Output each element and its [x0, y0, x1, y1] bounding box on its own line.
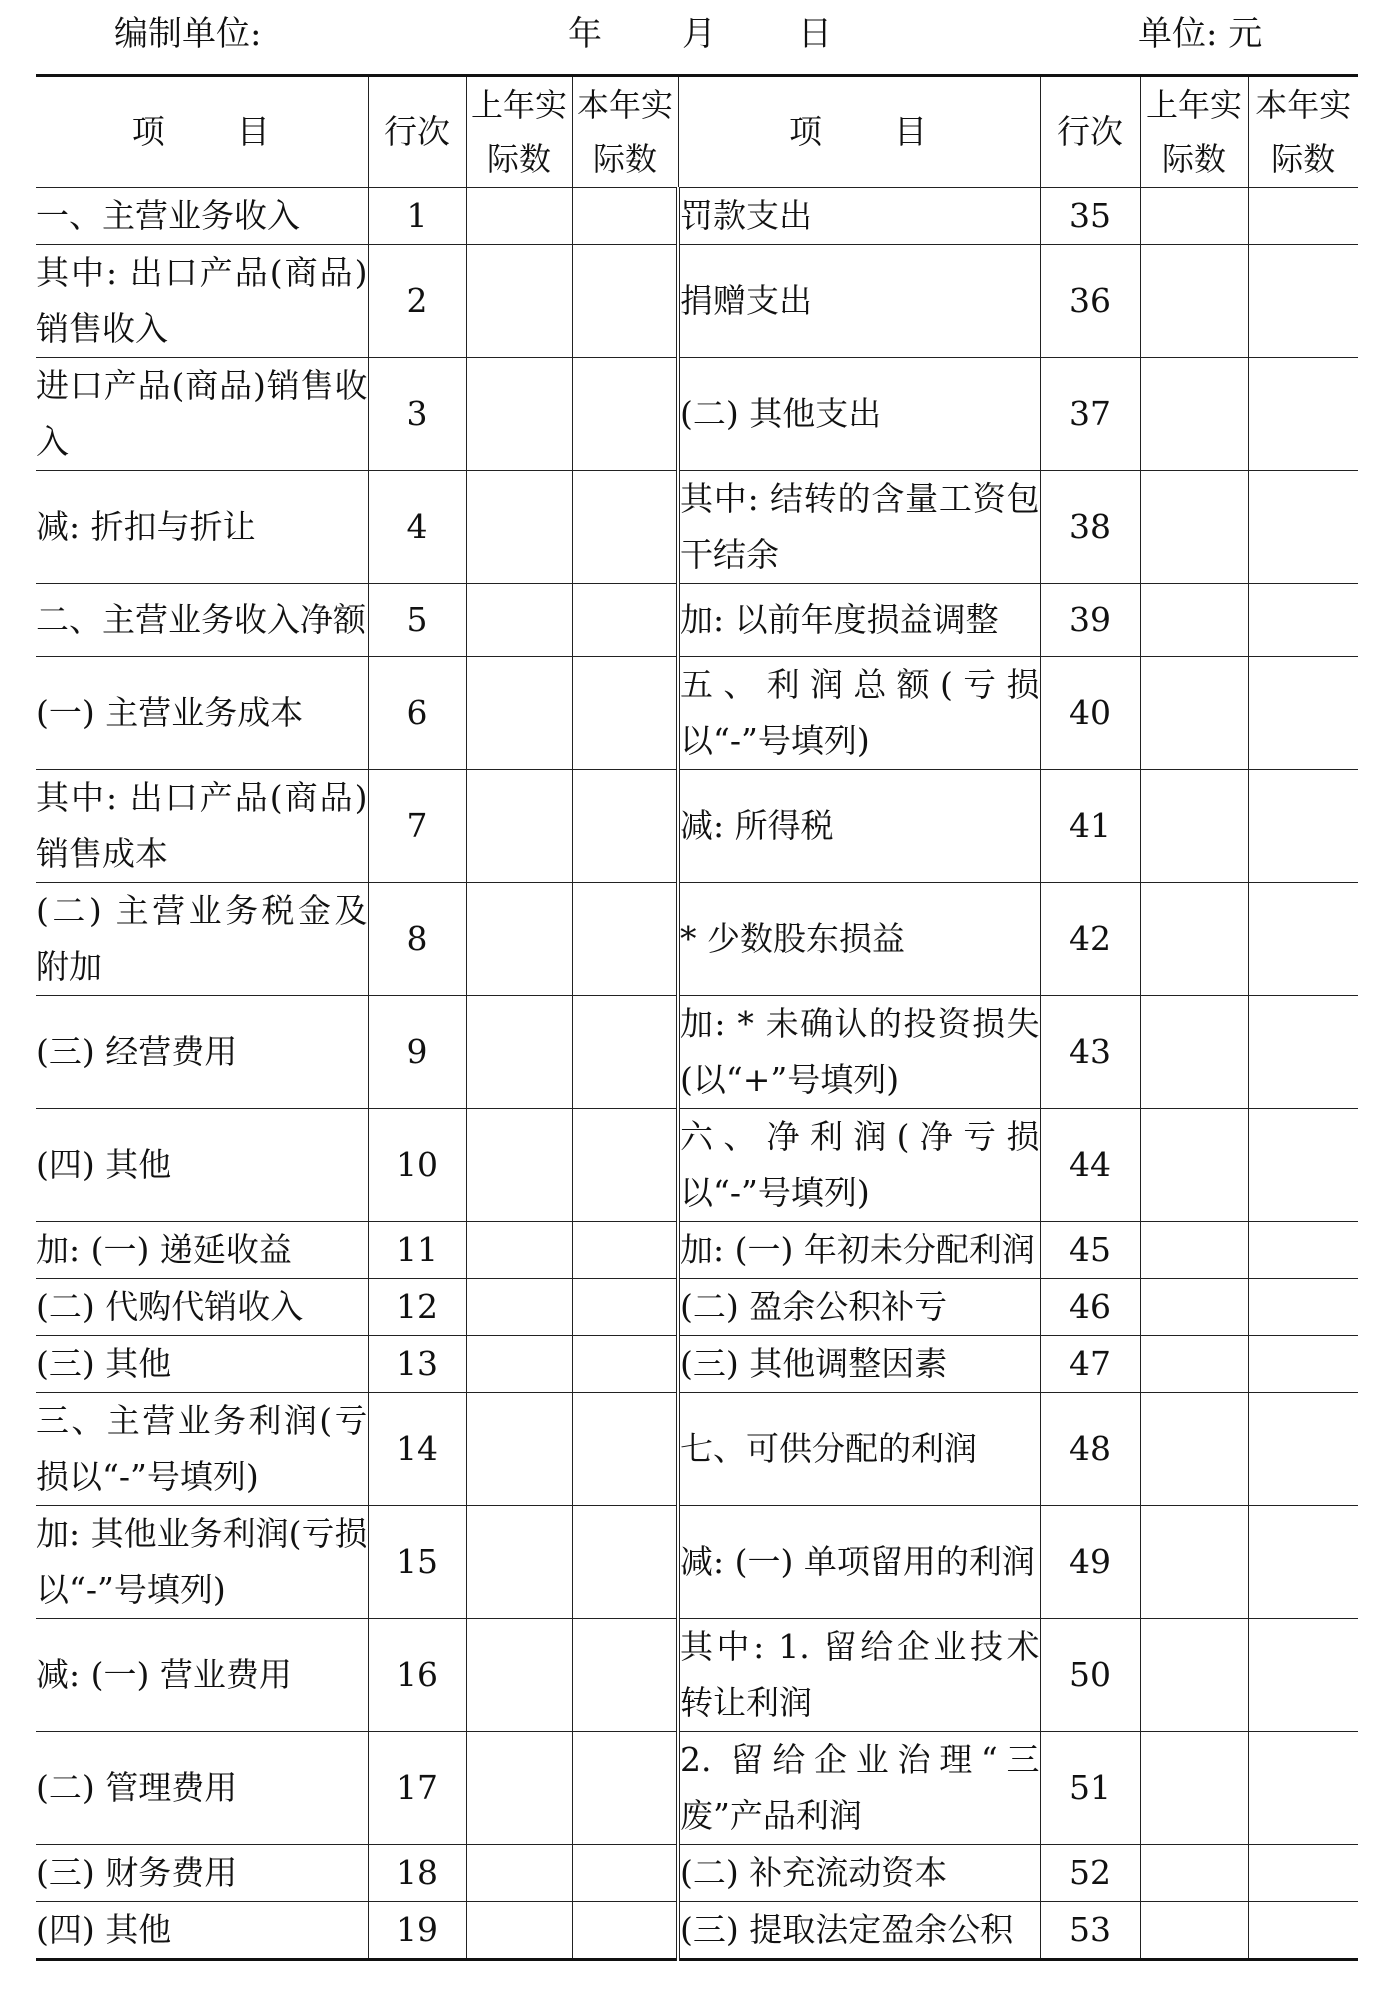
- table-row: [36, 883, 1358, 996]
- col-header-row-no-right: 行次: [1040, 76, 1140, 188]
- left-row-no-cell: 11: [368, 1222, 466, 1279]
- left-prev-year-value-cell[interactable]: [466, 471, 572, 584]
- left-this-year-value-cell[interactable]: [572, 1336, 678, 1393]
- table-row: [36, 1619, 1358, 1732]
- left-row-no-cell: 1: [368, 188, 466, 245]
- right-prev-year-value-cell[interactable]: [1140, 996, 1248, 1109]
- left-prev-year-value-cell[interactable]: [466, 1902, 572, 1960]
- left-item-cell: 其中: 出口产品(商品)销售成本: [36, 770, 368, 883]
- col-header-this-year-line1: 本年实: [1255, 86, 1352, 124]
- left-row-no-cell: 17: [368, 1732, 466, 1845]
- left-row-no-cell: 7: [368, 770, 466, 883]
- col-header-row-no-left: 行次: [368, 76, 466, 188]
- right-item-cell: 减: 所得税: [678, 770, 1040, 883]
- col-header-prev-year-line2: 际数: [486, 140, 551, 178]
- right-prev-year-value-cell[interactable]: [1140, 1506, 1248, 1619]
- left-prev-year-value-cell[interactable]: [466, 1336, 572, 1393]
- left-prev-year-value-cell[interactable]: [466, 1222, 572, 1279]
- col-header-prev-year-line1: 上年实: [470, 86, 567, 124]
- month-label: 月: [682, 14, 716, 54]
- left-item-cell: 减: (一) 营业费用: [36, 1619, 368, 1732]
- right-this-year-value-cell[interactable]: [1248, 1222, 1358, 1279]
- left-row-no-cell: 10: [368, 1109, 466, 1222]
- left-prev-year-value-cell[interactable]: [466, 1845, 572, 1902]
- left-prev-year-value-cell[interactable]: [466, 1619, 572, 1732]
- left-row-no-cell: 18: [368, 1845, 466, 1902]
- right-item-cell: 七、可供分配的利润: [678, 1393, 1040, 1506]
- right-row-no-cell: 39: [1040, 584, 1140, 657]
- left-item-cell: 加: 其他业务利润(亏损以“-”号填列): [36, 1506, 368, 1619]
- table-row: [36, 1393, 1358, 1506]
- right-item-cell: 六、净利润(净亏损以“-”号填列): [678, 1109, 1040, 1222]
- right-row-no-cell: 50: [1040, 1619, 1140, 1732]
- right-this-year-value-cell[interactable]: [1248, 883, 1358, 996]
- right-item-cell: 捐赠支出: [678, 245, 1040, 358]
- table-row: [36, 1732, 1358, 1845]
- left-item-cell: (二) 管理费用: [36, 1732, 368, 1845]
- left-this-year-value-cell[interactable]: [572, 245, 678, 358]
- right-this-year-value-cell[interactable]: [1248, 188, 1358, 245]
- right-row-no-cell: 46: [1040, 1279, 1140, 1336]
- right-row-no-cell: 49: [1040, 1506, 1140, 1619]
- left-prev-year-value-cell[interactable]: [466, 1109, 572, 1222]
- currency-unit-label: 单位: 元: [1138, 14, 1263, 54]
- left-this-year-value-cell[interactable]: [572, 358, 678, 471]
- table-row: [36, 657, 1358, 770]
- left-prev-year-value-cell[interactable]: [466, 358, 572, 471]
- left-row-no-cell: 19: [368, 1902, 466, 1960]
- table-row: [36, 1506, 1358, 1619]
- table-row: [36, 1902, 1358, 1960]
- preparing-unit-label: 编制单位:: [114, 14, 262, 54]
- left-row-no-cell: 5: [368, 584, 466, 657]
- right-item-cell: 五、利润总额(亏损以“-”号填列): [678, 657, 1040, 770]
- right-item-cell: 2. 留给企业治理“三废”产品利润: [678, 1732, 1040, 1845]
- left-row-no-cell: 9: [368, 996, 466, 1109]
- right-prev-year-value-cell[interactable]: [1140, 245, 1248, 358]
- left-prev-year-value-cell[interactable]: [466, 188, 572, 245]
- right-item-cell: * 少数股东损益: [678, 883, 1040, 996]
- table-row: [36, 1845, 1358, 1902]
- left-prev-year-value-cell[interactable]: [466, 1506, 572, 1619]
- left-this-year-value-cell[interactable]: [572, 657, 678, 770]
- right-item-cell: 加: * 未确认的投资损失(以“+”号填列): [678, 996, 1040, 1109]
- right-row-no-cell: 41: [1040, 770, 1140, 883]
- right-this-year-value-cell[interactable]: [1248, 1109, 1358, 1222]
- left-item-cell: (一) 主营业务成本: [36, 657, 368, 770]
- right-row-no-cell: 42: [1040, 883, 1140, 996]
- right-prev-year-value-cell[interactable]: [1140, 188, 1248, 245]
- left-this-year-value-cell[interactable]: [572, 188, 678, 245]
- left-item-cell: (三) 其他: [36, 1336, 368, 1393]
- table-row: [36, 770, 1358, 883]
- col-header-prev-year-line2: 际数: [1161, 140, 1226, 178]
- right-prev-year-value-cell[interactable]: [1140, 584, 1248, 657]
- right-row-no-cell: 40: [1040, 657, 1140, 770]
- left-prev-year-value-cell[interactable]: [466, 1393, 572, 1506]
- right-item-cell: (三) 其他调整因素: [678, 1336, 1040, 1393]
- right-item-cell: (三) 提取法定盈余公积: [678, 1902, 1040, 1960]
- left-prev-year-value-cell[interactable]: [466, 770, 572, 883]
- col-header-prev-year-right: [1140, 76, 1248, 188]
- left-row-no-cell: 6: [368, 657, 466, 770]
- right-row-no-cell: 53: [1040, 1902, 1140, 1960]
- right-item-cell: 其中: 1. 留给企业技术转让利润: [678, 1619, 1040, 1732]
- left-item-cell: 加: (一) 递延收益: [36, 1222, 368, 1279]
- left-this-year-value-cell[interactable]: [572, 1845, 678, 1902]
- left-this-year-value-cell[interactable]: [572, 1109, 678, 1222]
- left-prev-year-value-cell[interactable]: [466, 883, 572, 996]
- right-prev-year-value-cell[interactable]: [1140, 1279, 1248, 1336]
- left-item-cell: 一、主营业务收入: [36, 188, 368, 245]
- right-prev-year-value-cell[interactable]: [1140, 1222, 1248, 1279]
- right-prev-year-value-cell[interactable]: [1140, 770, 1248, 883]
- right-item-cell: 罚款支出: [678, 188, 1040, 245]
- left-item-cell: 减: 折扣与折让: [36, 471, 368, 584]
- right-item-cell: (二) 其他支出: [678, 358, 1040, 471]
- left-row-no-cell: 2: [368, 245, 466, 358]
- left-this-year-value-cell[interactable]: [572, 1506, 678, 1619]
- col-header-this-year-line2: 际数: [1271, 140, 1336, 178]
- left-item-cell: 进口产品(商品)销售收入: [36, 358, 368, 471]
- right-prev-year-value-cell[interactable]: [1140, 1902, 1248, 1960]
- table-header-row: [36, 76, 1358, 188]
- col-header-this-year-line1: 本年实: [576, 86, 673, 124]
- right-row-no-cell: 47: [1040, 1336, 1140, 1393]
- right-this-year-value-cell[interactable]: [1248, 245, 1358, 358]
- table-row: [36, 1222, 1358, 1279]
- right-this-year-value-cell[interactable]: [1248, 1336, 1358, 1393]
- left-this-year-value-cell[interactable]: [572, 1732, 678, 1845]
- right-prev-year-value-cell[interactable]: [1140, 1619, 1248, 1732]
- right-row-no-cell: 44: [1040, 1109, 1140, 1222]
- col-header-item-right: 项 目: [678, 76, 1040, 188]
- left-this-year-value-cell[interactable]: [572, 1902, 678, 1960]
- left-this-year-value-cell[interactable]: [572, 471, 678, 584]
- right-item-cell: 加: 以前年度损益调整: [678, 584, 1040, 657]
- left-row-no-cell: 14: [368, 1393, 466, 1506]
- right-row-no-cell: 36: [1040, 245, 1140, 358]
- right-item-cell: (二) 盈余公积补亏: [678, 1279, 1040, 1336]
- left-item-cell: (二) 代购代销收入: [36, 1279, 368, 1336]
- table-row: [36, 245, 1358, 358]
- right-this-year-value-cell[interactable]: [1248, 358, 1358, 471]
- left-prev-year-value-cell[interactable]: [466, 1732, 572, 1845]
- left-item-cell: (四) 其他: [36, 1902, 368, 1960]
- left-item-cell: 二、主营业务收入净额: [36, 584, 368, 657]
- right-this-year-value-cell[interactable]: [1248, 1506, 1358, 1619]
- right-this-year-value-cell[interactable]: [1248, 1732, 1358, 1845]
- right-this-year-value-cell[interactable]: [1248, 584, 1358, 657]
- left-row-no-cell: 12: [368, 1279, 466, 1336]
- left-row-no-cell: 15: [368, 1506, 466, 1619]
- left-row-no-cell: 4: [368, 471, 466, 584]
- right-row-no-cell: 35: [1040, 188, 1140, 245]
- left-row-no-cell: 13: [368, 1336, 466, 1393]
- right-row-no-cell: 37: [1040, 358, 1140, 471]
- right-this-year-value-cell[interactable]: [1248, 1393, 1358, 1506]
- left-this-year-value-cell[interactable]: [572, 770, 678, 883]
- left-prev-year-value-cell[interactable]: [466, 996, 572, 1109]
- table-row: [36, 996, 1358, 1109]
- right-this-year-value-cell[interactable]: [1248, 1279, 1358, 1336]
- right-row-no-cell: 43: [1040, 996, 1140, 1109]
- right-this-year-value-cell[interactable]: [1248, 996, 1358, 1109]
- right-row-no-cell: 51: [1040, 1732, 1140, 1845]
- year-label: 年: [568, 14, 602, 54]
- left-this-year-value-cell[interactable]: [572, 883, 678, 996]
- right-this-year-value-cell[interactable]: [1248, 1619, 1358, 1732]
- left-prev-year-value-cell[interactable]: [466, 584, 572, 657]
- col-header-this-year-left: [572, 76, 678, 188]
- right-prev-year-value-cell[interactable]: [1140, 358, 1248, 471]
- right-prev-year-value-cell[interactable]: [1140, 1393, 1248, 1506]
- right-item-cell: 减: (一) 单项留用的利润: [678, 1506, 1040, 1619]
- left-item-cell: (三) 经营费用: [36, 996, 368, 1109]
- right-this-year-value-cell[interactable]: [1248, 471, 1358, 584]
- right-prev-year-value-cell[interactable]: [1140, 1336, 1248, 1393]
- col-header-prev-year-line1: 上年实: [1145, 86, 1242, 124]
- col-header-prev-year-left: [466, 76, 572, 188]
- right-this-year-value-cell[interactable]: [1248, 1845, 1358, 1902]
- left-this-year-value-cell[interactable]: [572, 1222, 678, 1279]
- left-item-cell: 三、主营业务利润(亏损以“-”号填列): [36, 1393, 368, 1506]
- table-row: [36, 1279, 1358, 1336]
- left-item-cell: (三) 财务费用: [36, 1845, 368, 1902]
- table-row: [36, 471, 1358, 584]
- right-row-no-cell: 48: [1040, 1393, 1140, 1506]
- col-header-this-year-line2: 际数: [592, 140, 657, 178]
- left-row-no-cell: 16: [368, 1619, 466, 1732]
- profit-distribution-table: [36, 74, 1358, 1961]
- table-row: [36, 1109, 1358, 1222]
- right-this-year-value-cell[interactable]: [1248, 657, 1358, 770]
- right-this-year-value-cell[interactable]: [1248, 1902, 1358, 1960]
- table-body: [36, 188, 1358, 1960]
- left-this-year-value-cell[interactable]: [572, 996, 678, 1109]
- day-label: 日: [798, 14, 832, 54]
- left-item-cell: (二) 主营业务税金及附加: [36, 883, 368, 996]
- right-this-year-value-cell[interactable]: [1248, 770, 1358, 883]
- right-item-cell: 加: (一) 年初未分配利润: [678, 1222, 1040, 1279]
- right-item-cell: (二) 补充流动资本: [678, 1845, 1040, 1902]
- col-header-this-year-right: [1248, 76, 1358, 188]
- left-this-year-value-cell[interactable]: [572, 584, 678, 657]
- left-this-year-value-cell[interactable]: [572, 1393, 678, 1506]
- left-row-no-cell: 3: [368, 358, 466, 471]
- table-row: [36, 584, 1358, 657]
- right-item-cell: 其中: 结转的含量工资包干结余: [678, 471, 1040, 584]
- left-prev-year-value-cell[interactable]: [466, 245, 572, 358]
- right-prev-year-value-cell[interactable]: [1140, 1732, 1248, 1845]
- right-prev-year-value-cell[interactable]: [1140, 883, 1248, 996]
- report-header: [0, 0, 1392, 58]
- left-this-year-value-cell[interactable]: [572, 1279, 678, 1336]
- left-prev-year-value-cell[interactable]: [466, 657, 572, 770]
- right-row-no-cell: 52: [1040, 1845, 1140, 1902]
- left-item-cell: (四) 其他: [36, 1109, 368, 1222]
- left-prev-year-value-cell[interactable]: [466, 1279, 572, 1336]
- left-this-year-value-cell[interactable]: [572, 1619, 678, 1732]
- table-row: [36, 358, 1358, 471]
- table-row: [36, 1336, 1358, 1393]
- right-row-no-cell: 38: [1040, 471, 1140, 584]
- left-item-cell: 其中: 出口产品(商品)销售收入: [36, 245, 368, 358]
- right-prev-year-value-cell[interactable]: [1140, 1109, 1248, 1222]
- left-row-no-cell: 8: [368, 883, 466, 996]
- right-prev-year-value-cell[interactable]: [1140, 657, 1248, 770]
- col-header-item-left: 项 目: [36, 76, 368, 188]
- table-row: [36, 188, 1358, 245]
- right-prev-year-value-cell[interactable]: [1140, 471, 1248, 584]
- right-prev-year-value-cell[interactable]: [1140, 1845, 1248, 1902]
- right-row-no-cell: 45: [1040, 1222, 1140, 1279]
